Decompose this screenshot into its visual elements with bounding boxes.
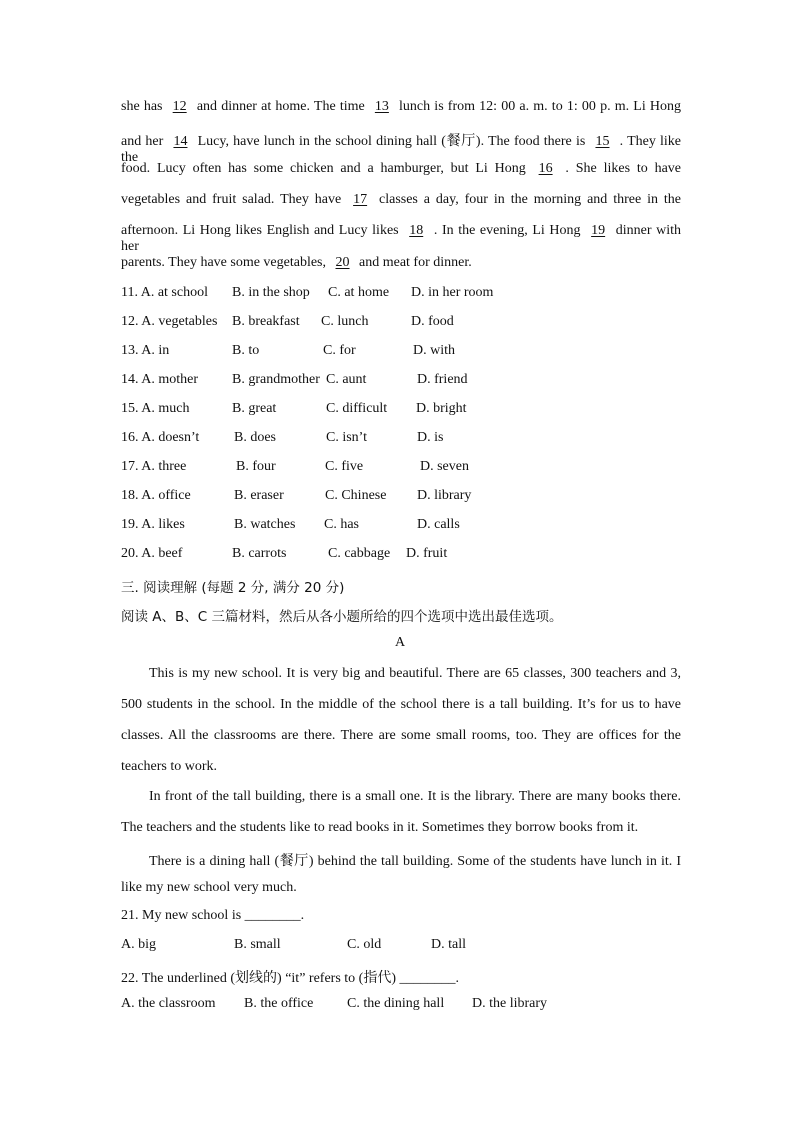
option-d: D. is <box>417 430 444 445</box>
question-option-a: 13. A. in <box>121 343 170 358</box>
option-d: D. friend <box>417 372 468 387</box>
cloze-option-row <box>121 488 681 508</box>
option-a[interactable]: A. the classroom <box>121 996 216 1011</box>
cloze-option-row <box>121 372 681 392</box>
question-option-a: 19. A. likes <box>121 517 185 532</box>
option-c: C. Chinese <box>325 488 387 503</box>
cloze-line <box>121 99 681 119</box>
blank-number: 20 <box>335 255 350 270</box>
option-d: D. fruit <box>406 546 448 561</box>
passage-text: and meat for dinner. <box>355 255 472 270</box>
option-d[interactable]: D. the library <box>472 996 548 1011</box>
cloze-option-row <box>121 546 681 566</box>
option-b: B. breakfast <box>232 314 300 329</box>
question-option-a: 11. A. at school <box>121 285 208 300</box>
passage-text: parents. They have some vegetables, <box>121 255 330 270</box>
question-option-a: 20. A. beef <box>121 546 183 561</box>
option-d: D. calls <box>417 517 460 532</box>
option-b: B. does <box>234 430 276 445</box>
option-d: D. food <box>411 314 454 329</box>
option-d: D. bright <box>416 401 467 416</box>
passage-text: Lucy, have lunch in the school dining hall (餐厅). The food there is <box>193 134 590 149</box>
option-b: B. four <box>236 459 276 474</box>
question-option-a: 14. A. mother <box>121 372 198 387</box>
option-c[interactable]: C. the dining hall <box>347 996 445 1011</box>
option-b: B. watches <box>234 517 296 532</box>
cloze-option-row <box>121 430 681 450</box>
cloze-line <box>121 161 681 181</box>
cloze-line <box>121 223 681 254</box>
cloze-option-row <box>121 459 681 479</box>
option-b[interactable]: B. the office <box>244 996 314 1011</box>
passage-line: In front of the tall building, there is a small one. It is the library. There are many books there. <box>149 789 681 804</box>
section-instruction: 阅读 A、B、C 三篇材料，然后从各小题所给的四个选项中选出最佳选项。 <box>121 609 563 625</box>
question-options <box>121 937 681 957</box>
option-d: D. seven <box>420 459 469 474</box>
option-c: C. five <box>325 459 364 474</box>
passage-text: dinner with her <box>121 223 681 254</box>
cloze-line <box>121 255 681 271</box>
option-a[interactable]: A. big <box>121 937 156 952</box>
cloze-option-row <box>121 517 681 537</box>
option-c: C. lunch <box>321 314 369 329</box>
option-b[interactable]: B. small <box>234 937 281 952</box>
passage-text: . In the evening, Li Hong <box>429 223 586 238</box>
option-c: C. cabbage <box>328 546 391 561</box>
cloze-option-row <box>121 285 681 305</box>
question-option-a: 17. A. three <box>121 459 187 474</box>
option-b: B. carrots <box>232 546 287 561</box>
option-c: C. aunt <box>326 372 367 387</box>
passage-text: afternoon. Li Hong likes English and Lucy likes <box>121 223 404 238</box>
passage-text: . They like the <box>121 134 682 165</box>
passage-label: A <box>394 635 406 650</box>
option-b: B. grandmother <box>232 372 320 387</box>
passage-text: food. Lucy often has some chicken and a hamburger, but Li Hong <box>121 161 533 176</box>
passage-line: 500 students in the school. In the middle of the school there is a tall building. It’s for us to have <box>121 697 681 712</box>
blank-number: 18 <box>409 223 424 238</box>
blank-number: 12 <box>172 99 187 114</box>
passage-text: classes a day, four in the morning and three in the <box>373 192 681 207</box>
passage-text: lunch is from 12: 00 a. m. to 1: 00 p. m. Li Hong <box>394 99 681 114</box>
cloze-option-row <box>121 401 681 421</box>
option-b: B. eraser <box>234 488 284 503</box>
option-d: D. library <box>417 488 472 503</box>
passage-line: teachers to work. <box>121 759 218 774</box>
option-d[interactable]: D. tall <box>431 937 466 952</box>
section-heading: 三. 阅读理解 (每题 2 分, 满分 20 分) <box>121 580 345 596</box>
passage-text: and her <box>121 134 168 149</box>
option-d: D. with <box>413 343 455 358</box>
question-option-a: 16. A. doesn’t <box>121 430 200 445</box>
question-option-a: 12. A. vegetables <box>121 314 218 329</box>
passage-line: There is a dining hall (餐厅) behind the tall building. Some of the students have lunch in it. I <box>149 854 681 869</box>
option-c: C. at home <box>328 285 390 300</box>
passage-line: like my new school very much. <box>121 880 297 895</box>
cloze-option-row <box>121 314 681 334</box>
question-stem: 21. My new school is ________. <box>121 908 305 923</box>
passage-text: and dinner at home. The time <box>192 99 369 114</box>
blank-number: 16 <box>538 161 553 176</box>
blank-number: 14 <box>173 134 188 149</box>
question-options <box>121 996 681 1016</box>
option-c: C. has <box>324 517 359 532</box>
question-stem: 22. The underlined (划线的) “it” refers to (指代) ________. <box>121 971 459 986</box>
passage-line: classes. All the classrooms are there. There are some small rooms, too. They are offices for the <box>121 728 681 743</box>
passage-line: This is my new school. It is very big and beautiful. There are 65 classes, 300 teachers and 3, <box>149 666 681 681</box>
question-option-a: 18. A. office <box>121 488 191 503</box>
cloze-option-row <box>121 343 681 363</box>
blank-number: 19 <box>591 223 606 238</box>
blank-number: 17 <box>353 192 368 207</box>
cloze-line <box>121 130 682 165</box>
blank-number: 13 <box>374 99 389 114</box>
option-b: B. to <box>232 343 260 358</box>
option-c[interactable]: C. old <box>347 937 382 952</box>
blank-number: 15 <box>595 134 610 149</box>
question-option-a: 15. A. much <box>121 401 190 416</box>
passage-text: she has <box>121 99 167 114</box>
option-d: D. in her room <box>411 285 494 300</box>
option-b: B. great <box>232 401 277 416</box>
cloze-line <box>121 192 681 212</box>
option-c: C. isn’t <box>326 430 367 445</box>
passage-text: . She likes to have <box>558 161 681 176</box>
option-b: B. in the shop <box>232 285 310 300</box>
passage-line: The teachers and the students like to read books in it. Sometimes they borrow books from it. <box>121 820 639 835</box>
passage-text: vegetables and fruit salad. They have <box>121 192 348 207</box>
option-c: C. for <box>323 343 356 358</box>
option-c: C. difficult <box>326 401 388 416</box>
